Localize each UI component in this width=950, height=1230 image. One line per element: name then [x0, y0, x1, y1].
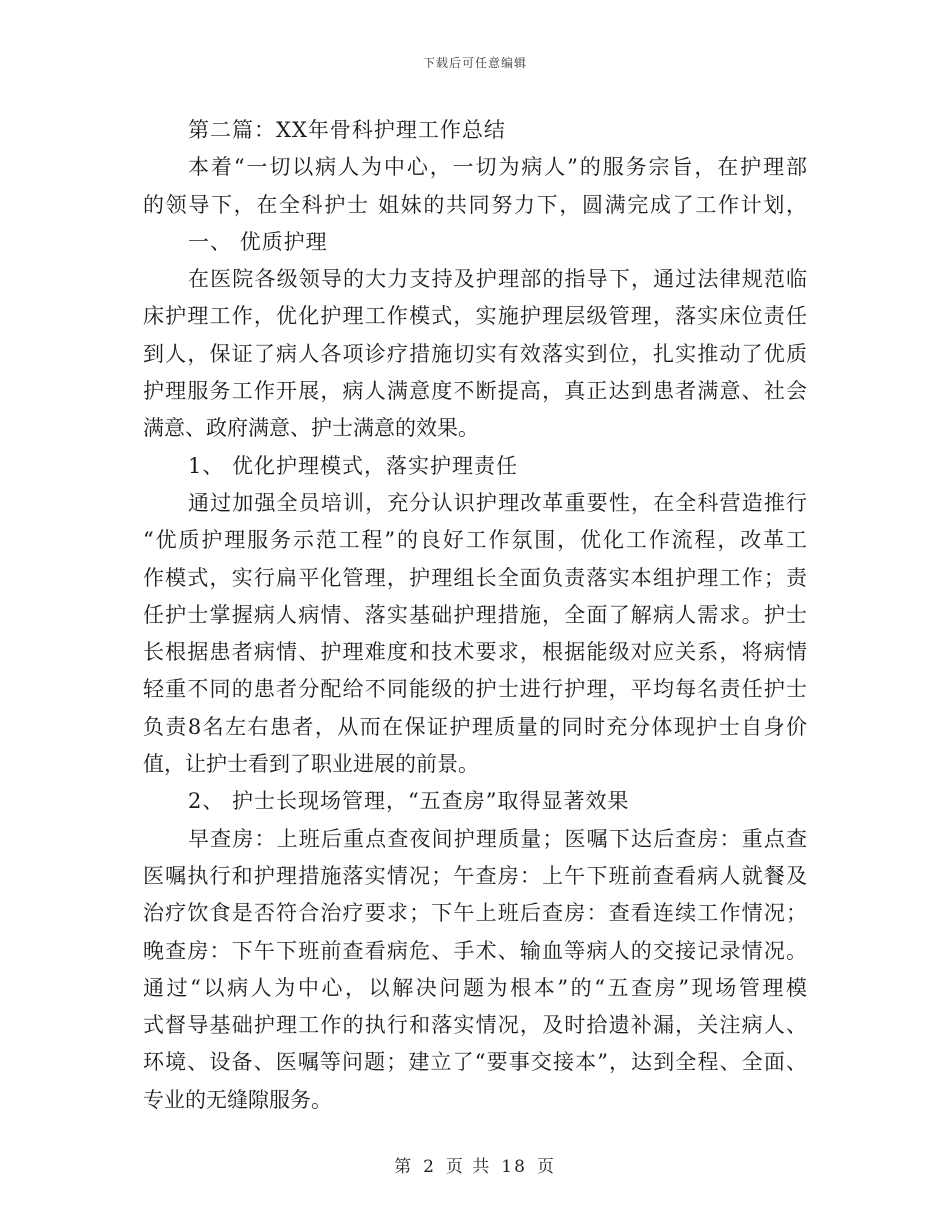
paragraph-line: 治疗饮食是否符合治疗要求；下午上班后查房：查看连续工作情况； [143, 901, 807, 926]
paragraph-line: 在医院各级领导的大力支持及护理部的指导下，通过法律规范临 [188, 267, 807, 292]
paragraph-line: 式督导基础护理工作的执行和落实情况，及时拾遗补漏，关注病人、 [143, 1013, 807, 1038]
paragraph-line: “优质护理服务示范工程”的良好工作氛围，优化工作流程，改革工 [143, 528, 807, 553]
paragraph-line: 通过“以病人为中心，以解决问题为根本”的“五查房”现场管理模 [143, 975, 807, 1000]
section-title: 第二篇：XX年骨科护理工作总结 [188, 118, 506, 142]
section-heading: 一、 优质护理 [188, 229, 328, 254]
paragraph-line: 任护士掌握病人病情、落实基础护理措施，全面了解病人需求。护士 [143, 602, 807, 627]
paragraph-line: 满意、政府满意、护士满意的效果。 [143, 416, 479, 441]
paragraph-line: 本着“一切以病人为中心，一切为病人”的服务宗旨，在护理部 [188, 155, 807, 180]
page-number-suffix: 页 [536, 1157, 556, 1177]
page-number-prefix: 第 [394, 1157, 414, 1177]
paragraph-line: 通过加强全员培训，充分认识护理改革重要性，在全科营造推行 [188, 490, 807, 515]
paragraph-line: 护理服务工作开展，病人满意度不断提高，真正达到患者满意、社会 [143, 379, 807, 404]
paragraph-line: 床护理工作，优化护理工作模式，实施护理层级管理，落实床位责任 [143, 304, 807, 329]
paragraph-line: 的领导下，在全科护士 姐妹的共同努力下，圆满完成了工作计划， [143, 192, 807, 217]
page-number-middle: 页 共 [445, 1157, 492, 1177]
page-header: 下载后可任意编辑 [422, 56, 527, 70]
paragraph-line: 专业的无缝隙服务。 [143, 1087, 332, 1112]
paragraph-line: 晚查房：下午下班前查看病危、手术、输血等病人的交接记录情况。 [143, 938, 807, 963]
paragraph-line: 长根据患者病情、护理难度和技术要求，根据能级对应关系，将病情 [143, 640, 807, 665]
paragraph-line: 早查房：上班后重点查夜间护理质量；医嘱下达后查房：重点查 [188, 826, 807, 851]
paragraph-line: 环境、设备、医嘱等问题；建立了“要事交接本”，达到全程、全面、 [143, 1050, 807, 1075]
subsection-heading: 1、 优化护理模式，落实护理责任 [188, 453, 519, 478]
paragraph-line: 到人，保证了病人各项诊疗措施切实有效落实到位，扎实推动了优质 [143, 341, 807, 366]
paragraph-line: 值，让护士看到了职业进展的前景。 [143, 752, 479, 777]
paragraph-line: 作模式，实行扁平化管理，护理组长全面负责落实本组护理工作；责 [143, 565, 807, 590]
paragraph-line: 医嘱执行和护理措施落实情况；午查房：上午下班前查看病人就餐及 [143, 863, 807, 888]
subsection-heading: 2、 护士长现场管理，“五查房”取得显著效果 [188, 789, 630, 814]
paragraph-line: 轻重不同的患者分配给不同能级的护士进行护理，平均每名责任护士 [143, 677, 807, 702]
paragraph-line: 负责8名左右患者，从而在保证护理质量的同时充分体现护士自身价 [143, 714, 807, 739]
page-number [0, 1152, 950, 1177]
page-number-current: 2 [423, 1157, 436, 1177]
body-text [143, 112, 807, 1119]
page-number-total: 18 [501, 1157, 527, 1177]
